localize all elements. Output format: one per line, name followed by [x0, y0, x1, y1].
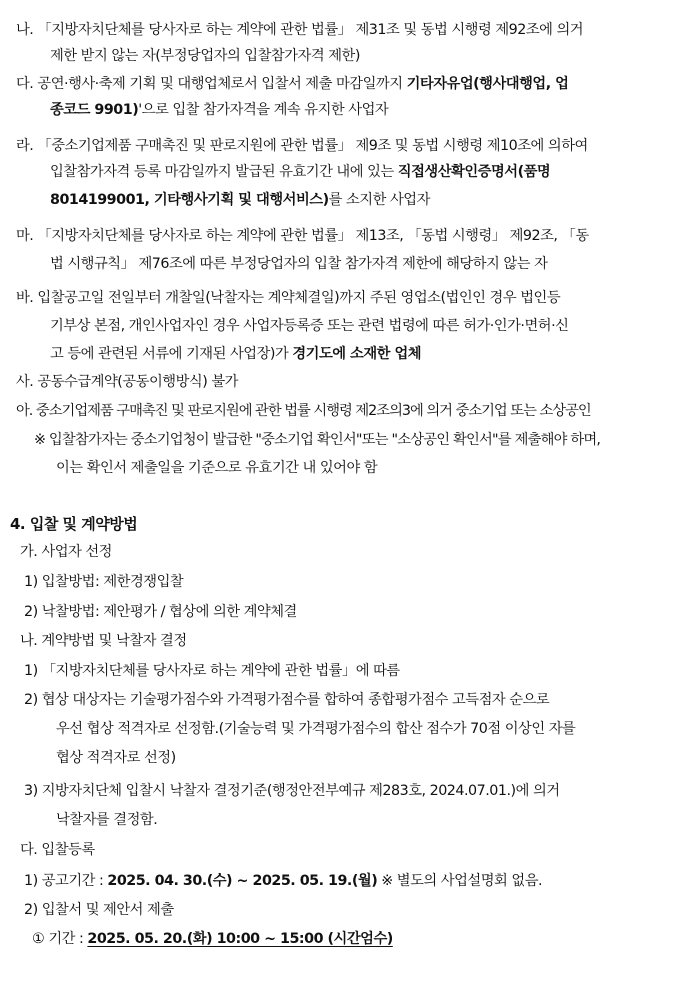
qual-sa-line1: 사. 공동수급계약(공동이행방식) 불가 [16, 374, 238, 390]
qual-a-line1: 아. 중소기업제품 구매촉진 및 판로지원에 관한 법률 시행령 제2조의3에 의거 중소기업 또는 소상공인 [16, 403, 591, 419]
qual-ra-line3: 8014199001, 기타행사기획 및 대행서비스)를 소지한 사업자 [50, 192, 430, 208]
qual-ma-line1: 마. 「지방자치단체를 당사자로 하는 계약에 관한 법률」 제13조, 「동법 시행령」 제92조, 「동 [16, 228, 589, 244]
qual-ra-bold-item: 8014199001, 기타행사기획 및 대행서비스) [50, 192, 329, 208]
section4-ga-item1: 1) 입찰방법: 제한경쟁입찰 [24, 574, 184, 590]
section4-na-item3-line1: 3) 지방자치단체 입찰시 낙찰자 결정기준(행정안전부예규 제283호, 2024.07.01.)에 의거 [24, 783, 560, 799]
qual-da-bold-business-type: 기타자유업(행사대행업, 업 [406, 76, 569, 92]
qual-ra-bold-certificate: 직접생산확인증명서(품명 [397, 164, 551, 180]
qual-ra-line2: 입찰참가자격 등록 마감일까지 발급된 유효기간 내에 있는 직접생산확인증명서(품명 [50, 164, 551, 180]
qual-ma-line2: 법 시행규칙」 제76조에 따른 부정당업자의 입찰 참가자격 제한에 해당하지 않는 자 [50, 256, 548, 272]
section4-ga-item2: 2) 낙찰방법: 제안평가 / 협상에 의한 계약체결 [24, 604, 297, 620]
section4-na-title: 나. 계약방법 및 낙찰자 결정 [20, 633, 187, 649]
section4-da-item1: 1) 공고기간 : 2025. 04. 30.(수) ~ 2025. 05. 19.(월) ※ 별도의 사업설명회 없음. [24, 873, 543, 889]
section4-da-title: 다. 입찰등록 [20, 842, 95, 858]
qual-na-line2: 제한 받지 않는 자(부정당업자의 입찰참가자격 제한) [50, 48, 360, 64]
qual-na-line1: 나. 「지방자치단체를 당사자로 하는 계약에 관한 법률」 제31조 및 동법 시행령 제92조에 의거 [16, 22, 584, 38]
qual-da-bold-code: 종코드 9901) [50, 102, 139, 118]
section4-da-item2: 2) 입찰서 및 제안서 제출 [24, 902, 174, 918]
qual-da-line2: 종코드 9901)'으로 입찰 참가자격을 계속 유지한 사업자 [50, 102, 389, 118]
section4-da-item2-1: ① 기간 : 2025. 05. 20.(화) 10:00 ~ 15:00 (시간엄수) [32, 931, 393, 947]
qual-a-note-line2: 이는 확인서 제출일을 기준으로 유효기간 내 있어야 함 [56, 460, 378, 476]
qual-ba-line3: 고 등에 관련된 서류에 기재된 사업장)가 경기도에 소재한 업체 [50, 346, 422, 362]
qual-da-line1: 다. 공연·행사·축제 기획 및 대행업체로서 입찰서 제출 마감일까지 기타자유업(행사대행업, 업 [16, 76, 569, 92]
section4-na-item3-line2: 낙찰자를 결정함. [56, 812, 158, 828]
submission-period: 2025. 05. 20.(화) 10:00 ~ 15:00 (시간엄수) [87, 931, 393, 947]
section4-na-item1: 1) 「지방자치단체를 당사자로 하는 계약에 관한 법률」에 따름 [24, 663, 400, 679]
section4-ga-title: 가. 사업자 선정 [20, 544, 112, 560]
qual-ba-line1: 바. 입찰공고일 전일부터 개찰일(낙찰자는 계약체결일)까지 주된 영업소(법인인 경우 법인등 [16, 290, 561, 306]
section4-title: 4. 입찰 및 계약방법 [10, 515, 138, 533]
section4-na-item2-line2: 우선 협상 적격자로 선정함.(기술능력 및 가격평가점수의 합산 점수가 70점 이상인 자를 [56, 721, 576, 737]
section4-na-item2-line1: 2) 협상 대상자는 기술평가점수와 가격평가점수를 합하여 종합평가점수 고득점자 순으로 [24, 692, 550, 708]
section4-na-item2-line3: 협상 적격자로 선정) [56, 750, 176, 766]
announcement-period: 2025. 04. 30.(수) ~ 2025. 05. 19.(월) [107, 873, 378, 889]
qual-ra-line1: 라. 「중소기업제품 구매촉진 및 판로지원에 관한 법률」 제9조 및 동법 시행령 제10조에 의하여 [16, 138, 588, 154]
qual-ba-line2: 기부상 본점, 개인사업자인 경우 사업자등록증 또는 관련 법령에 따른 허가·인가·면허·신 [50, 318, 569, 334]
qual-a-note-line1: ※ 입찰참가자는 중소기업청이 발급한 "중소기업 확인서"또는 "소상공인 확인서"를 제출해야 하며, [34, 432, 601, 448]
qual-ba-bold-location: 경기도에 소재한 업체 [292, 346, 422, 362]
